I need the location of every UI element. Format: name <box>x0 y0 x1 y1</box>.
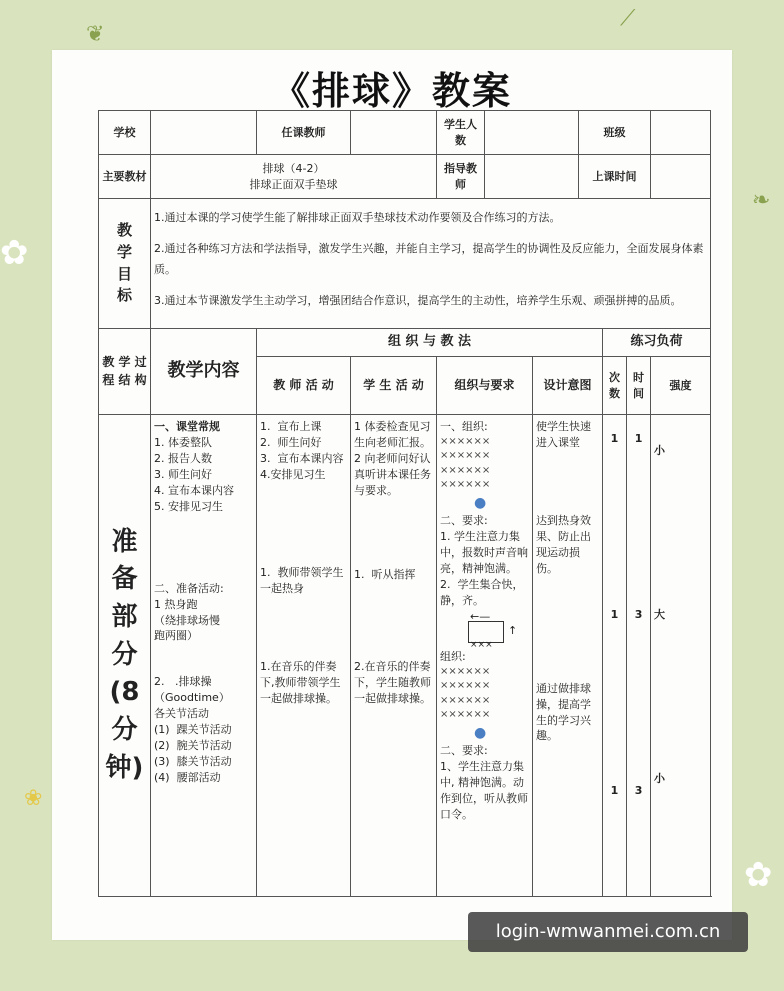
content-item: （Goodtime） <box>154 691 230 705</box>
objectives-text <box>151 199 711 329</box>
arrow-left-icon: ←— <box>470 609 491 623</box>
teacher-item: 1. 教师带领学生一起热身 <box>260 565 344 595</box>
intensity-value: 小 <box>654 444 666 457</box>
requirement-title: 二、要求: <box>440 744 488 758</box>
prep-student-activity <box>351 415 437 897</box>
teacher-activity-header: 教 师 活 动 <box>257 357 351 415</box>
content-title: 2. .排球操 <box>154 675 212 689</box>
formation-row: ×××××× <box>440 450 491 462</box>
objective-item: 3.通过本节课激发学生主动学习，增强团结合作意识，提高学生的主动性，培养学生乐观、顽强拼搏的品质。 <box>154 293 682 307</box>
students-label: 学生人数 <box>437 111 485 155</box>
org-requirements-header: 组织与要求 <box>437 357 533 415</box>
school-label: 学校 <box>99 111 151 155</box>
leaf-icon: ❀ <box>24 786 43 811</box>
class-value <box>651 111 711 155</box>
content-item: (1) 踝关节活动 <box>154 723 232 737</box>
teacher-item: 2. 师生问好 <box>260 435 322 449</box>
formation-row: ×××××× <box>440 435 491 447</box>
prep-section-label: 准 备 部 分 (8 分 钟) <box>99 415 151 897</box>
class-time-value <box>651 155 711 199</box>
objective-item: 2.通过各种练习方法和学法指导，激发学生兴趣，并能自主学习，提高学生的协调性及反应能力，全面发展身体素质。 <box>154 242 704 276</box>
requirement-item: 1. 学生注意力集中，报数时声音响亮，精神饱满。 <box>440 530 528 576</box>
student-item: 2.在音乐的伴奏下，学生随教师一起做排球操。 <box>354 659 431 705</box>
student-item: 2 向老师问好认真听讲本课任务与要求。 <box>354 451 431 497</box>
structure-header-row-1 <box>99 329 711 357</box>
watermark: login-wmwanmei.com.cn <box>468 912 748 952</box>
school-value <box>151 111 257 155</box>
content-title: 二、准备活动: <box>154 581 224 595</box>
intent-item: 通过做排球操，提高学生的学习兴趣。 <box>536 681 591 743</box>
times-header: 次数 <box>603 357 627 415</box>
formation-row: ×××××× <box>440 479 491 491</box>
structure-label: 教 学 过 程 结 构 <box>99 329 151 415</box>
material-line-2: 排球正面双手垫球 <box>249 177 338 191</box>
content-item: 2. 报告人数 <box>154 451 212 465</box>
running-route-diagram <box>464 609 518 650</box>
content-title: 一、课堂常规 <box>154 420 220 433</box>
prep-content <box>151 415 257 897</box>
prep-org-requirements <box>437 415 533 897</box>
content-item: 1. 体委整队 <box>154 435 212 449</box>
leaf-icon: ❧ <box>752 188 771 213</box>
objectives-label: 教 学 目 标 <box>99 199 151 329</box>
objective-item: 1.通过本课的学习使学生能了解排球正面双手垫球技术动作要领及合作练习的方法。 <box>154 211 561 225</box>
content-item: 3. 师生问好 <box>154 467 212 481</box>
org-title: 一、组织: <box>440 420 488 433</box>
formation-row: ×××××× <box>440 694 491 706</box>
students-value <box>485 111 579 155</box>
times-value: 1 <box>610 783 619 797</box>
requirement-item: 2. 学生集合快，静，齐。 <box>440 577 524 607</box>
intent-item: 达到热身效果、防止出现运动损伤。 <box>536 513 591 575</box>
content-item: 5. 安排见习生 <box>154 499 223 513</box>
teacher-item: 4.安排见习生 <box>260 467 326 481</box>
design-intent-header: 设计意图 <box>533 357 603 415</box>
student-item: 1. 听从指挥 <box>354 567 416 581</box>
leaf-icon: ⟋ <box>620 6 636 31</box>
content-item: (4) 腰部活动 <box>154 771 221 784</box>
content-item: 1 热身跑 <box>154 597 198 611</box>
guide-teacher-label: 指导教师 <box>437 155 485 199</box>
student-activity-header: 学 生 活 动 <box>351 357 437 415</box>
content-header: 教学内容 <box>151 329 257 415</box>
formation-row: ×××××× <box>440 680 491 692</box>
requirement-title: 二、要求: <box>440 514 488 528</box>
lesson-plan-table <box>98 110 711 897</box>
teacher-value <box>351 111 437 155</box>
content-item: 各关节活动 <box>154 707 209 721</box>
teacher-item: 1.在音乐的伴奏下,教师带领学生一起做排球操。 <box>260 659 341 705</box>
person-icon: ● <box>474 494 487 511</box>
duration-value: 1 <box>634 432 643 445</box>
load-header: 练习负荷 <box>603 329 711 357</box>
header-row-2 <box>99 155 711 199</box>
formation-row: ×××××× <box>440 665 491 677</box>
prep-duration <box>627 415 651 897</box>
header-row-1 <box>99 111 711 155</box>
prep-teacher-activity <box>257 415 351 897</box>
times-value: 1 <box>610 432 619 445</box>
content-item: 跑两圈） <box>154 629 198 643</box>
requirement-item: 1、学生注意力集中, 精神饱满。动作到位，听从教师口令。 <box>440 760 528 821</box>
flower-icon: ✿ <box>0 233 29 273</box>
objectives-row <box>99 199 711 329</box>
formation-row: ×××××× <box>440 709 491 721</box>
teacher-item: 3. 宣布本课内容 <box>260 451 344 465</box>
prep-times <box>603 415 627 897</box>
prep-design-intent <box>533 415 603 897</box>
org-title: 组织: <box>440 649 466 663</box>
content-item: 4. 宣布本课内容 <box>154 483 234 497</box>
diagram-formation: ××× <box>470 639 493 650</box>
person-icon: ● <box>474 724 487 741</box>
content-item: （绕排球场慢 <box>154 613 220 627</box>
org-header: 组 织 与 教 法 <box>257 329 603 357</box>
page-title: 《排球》教案 <box>271 69 512 113</box>
guide-teacher-value <box>485 155 579 199</box>
duration-value: 3 <box>634 607 643 621</box>
intensity-value: 小 <box>654 771 666 785</box>
material-label: 主要教材 <box>99 155 151 199</box>
formation-row: ×××××× <box>440 464 491 476</box>
leaf-icon: ❦ <box>86 22 105 47</box>
student-item: 1 体委检查见习生向老师汇报。 <box>354 420 431 449</box>
flower-icon: ✿ <box>744 855 773 895</box>
material-value <box>151 155 437 199</box>
intent-item: 使学生快速进入课堂 <box>536 420 591 449</box>
duration-header: 时间 <box>627 357 651 415</box>
intensity-header: 强度 <box>651 357 711 415</box>
content-item: (3) 膝关节活动 <box>154 755 232 769</box>
teacher-label: 任课教师 <box>257 111 351 155</box>
content-item: (2) 腕关节活动 <box>154 739 232 753</box>
times-value: 1 <box>610 607 619 621</box>
class-time-label: 上课时间 <box>579 155 651 199</box>
intensity-value: 大 <box>654 607 666 621</box>
prep-row <box>99 415 711 897</box>
arrow-up-icon: ↑ <box>508 623 518 637</box>
class-label: 班级 <box>579 111 651 155</box>
duration-value: 3 <box>634 783 643 797</box>
prep-intensity <box>651 415 711 897</box>
teacher-item: 1. 宣布上课 <box>260 420 322 433</box>
material-line-1: 排球（4-2） <box>262 161 325 175</box>
